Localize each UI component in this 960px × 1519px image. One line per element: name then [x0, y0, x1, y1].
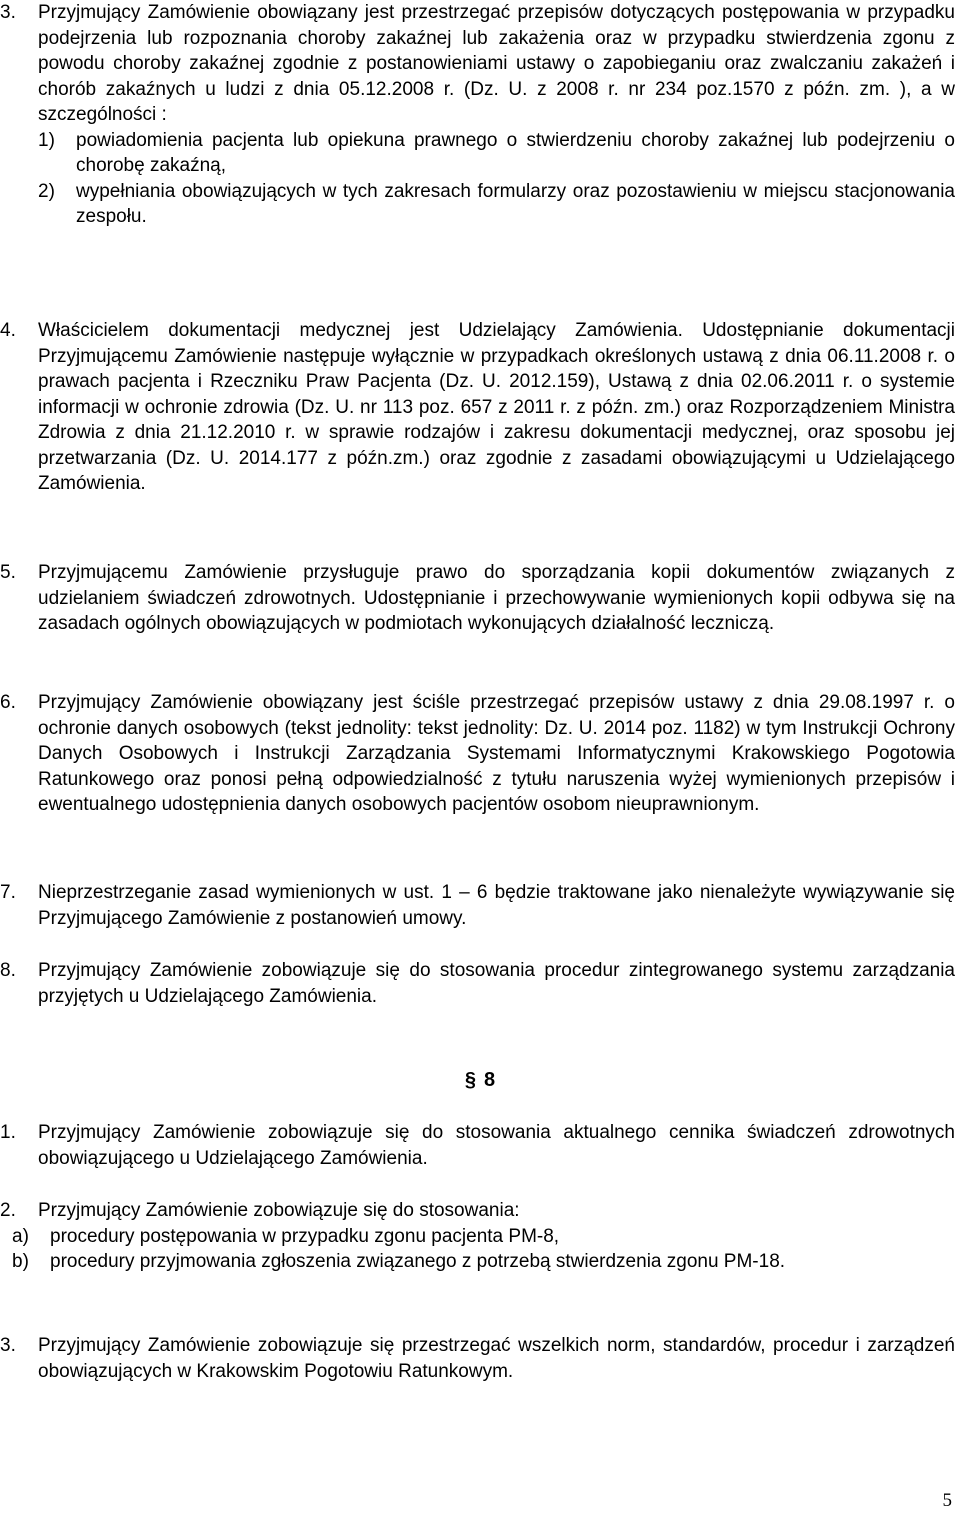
paragraph-8: [0, 958, 955, 1009]
sub-item-2: [38, 179, 955, 230]
paragraph-text: Właścicielem dokumentacji medycznej jest Udzielający Zamówienia. Udostępnianie dokumentacji Przyjmującemu Zamówienie następuje wyłącznie w przypadkach określonych ustawą z dnia 06.11.2008 r. o prawach pacjenta i Rzeczniku Praw Pacjenta (Dz. U. 2012.159), Ustawą z dnia 02.06.2011 r. o systemie informacji w ochronie zdrowia (Dz. U. nr 113 poz. 657 z 2011 r. z późn. zm.) oraz Rozporządzeniem Ministra Zdrowia z dnia 21.12.2010 r. w sprawie rodzajów i zakresu dokumentacji medycznej, oraz sposobu jej przetwarzania (Dz. U. 2014.177 z późn.zm.) oraz zgodnie z zasadami obowiązującymi u Udzielającego Zamówienia.: [38, 320, 955, 494]
paragraph-b3: [0, 1333, 955, 1384]
paragraph-3: [0, 0, 955, 230]
paragraph-text: Nieprzestrzeganie zasad wymienionych w ust. 1 – 6 będzie traktowane jako nienależyte wywiązywanie się Przyjmującego Zamówienie z postanowień umowy.: [38, 882, 955, 929]
sub-item-text: procedury przyjmowania zgłoszenia związanego z potrzebą stwierdzenia zgonu PM-18.: [50, 1251, 786, 1272]
paragraph-text: Przyjmujący Zamówienie zobowiązuje się do stosowania procedur zintegrowanego systemu zarządzania przyjętych u Udzielającego Zamówienia.: [38, 960, 955, 1007]
section-sign: §: [464, 1069, 476, 1091]
section-heading: [0, 1068, 960, 1094]
paragraph-number: 3.: [0, 1335, 16, 1356]
paragraph-7: [0, 880, 955, 931]
sub-item-number: 1): [38, 129, 55, 151]
paragraph-text: Przyjmujący Zamówienie obowiązany jest przestrzegać przepisów dotyczących postępowania w przypadku podejrzenia lub rozpoznania choroby zakaźnej lub zakażenia oraz w przypadku stwierdzenia zgonu z powodu choroby zakaźnej zgodnie z postanowieniami ustawy o zapobieganiu oraz zwalczaniu zakażeń i chorób zakaźnych u ludzi z dnia 05.12.2008 r. (Dz. U. z 2008 r. nr 234 poz.1570 z późn. zm. ), a w szczególności :: [38, 2, 955, 125]
sub-item-text: powiadomienia pacjenta lub opiekuna prawnego o stwierdzeniu choroby zakaźnej lub podejrzeniu o chorobę zakaźną,: [76, 129, 955, 176]
sub-item-number: 2): [38, 180, 55, 202]
paragraph-number: 4.: [0, 320, 16, 341]
paragraph-6: [0, 690, 955, 818]
paragraph-b1: [0, 1120, 955, 1171]
paragraph-number: 7.: [0, 882, 16, 903]
paragraph-5: [0, 560, 955, 637]
paragraph-b2: [0, 1198, 955, 1275]
sub-item-a: [12, 1224, 955, 1250]
paragraph-text: Przyjmujący Zamówienie zobowiązuje się do stosowania aktualnego cennika świadczeń zdrowotnych obowiązującego u Udzielającego Zamówienia.: [38, 1122, 955, 1169]
paragraph-number: 3.: [0, 2, 16, 23]
sub-item-text: wypełniania obowiązujących w tych zakresach formularzy oraz pozostawieniu w miejscu stacjonowania zespołu.: [76, 180, 955, 227]
sub-item-1: [38, 128, 955, 179]
paragraph-number: 8.: [0, 960, 16, 981]
paragraph-text: Przyjmujący Zamówienie obowiązany jest ściśle przestrzegać przepisów ustawy z dnia 29.08.1997 r. o ochronie danych osobowych (tekst jednolity: tekst jednolity: Dz. U. 2014 poz. 1182) w tym Instrukcji Ochrony Danych Osobowych i Instrukcji Zarządzania Systemami Informatycznymi Krakowskiego Pogotowia Ratunkowego oraz ponosi pełną odpowiedzialność z tytułu naruszenia wyżej wymienionych przepisów i ewentualnego udostępnienia danych osobowych pacjentów osobom nieuprawnionym.: [38, 692, 955, 815]
sub-item-number: b): [12, 1251, 29, 1272]
paragraph-number: 1.: [0, 1122, 16, 1143]
paragraph-number: 2.: [0, 1200, 16, 1221]
sub-item-number: a): [12, 1225, 29, 1247]
paragraph-4: [0, 318, 955, 497]
paragraph-text: Przyjmujący Zamówienie zobowiązuje się przestrzegać wszelkich norm, standardów, procedur i zarządzeń obowiązujących w Krakowskim Pogotowiu Ratunkowym.: [38, 1335, 955, 1382]
page-number: 5: [942, 1490, 952, 1511]
paragraph-text: Przyjmującemu Zamówienie przysługuje prawo do sporządzania kopii dokumentów związanych z udzielaniem świadczeń zdrowotnych. Udostępnianie i przechowywanie wymienionych kopii odbywa się na zasadach ogólnych obowiązujących w podmiotach wykonujących działalność leczniczą.: [38, 562, 955, 634]
sub-item-text: procedury postępowania w przypadku zgonu pacjenta PM-8,: [50, 1225, 560, 1247]
paragraph-number: 5.: [0, 562, 16, 583]
paragraph-text: Przyjmujący Zamówienie zobowiązuje się do stosowania:: [38, 1200, 520, 1221]
section-number: 8: [484, 1069, 496, 1091]
paragraph-number: 6.: [0, 692, 16, 713]
sub-item-b: [12, 1249, 955, 1275]
